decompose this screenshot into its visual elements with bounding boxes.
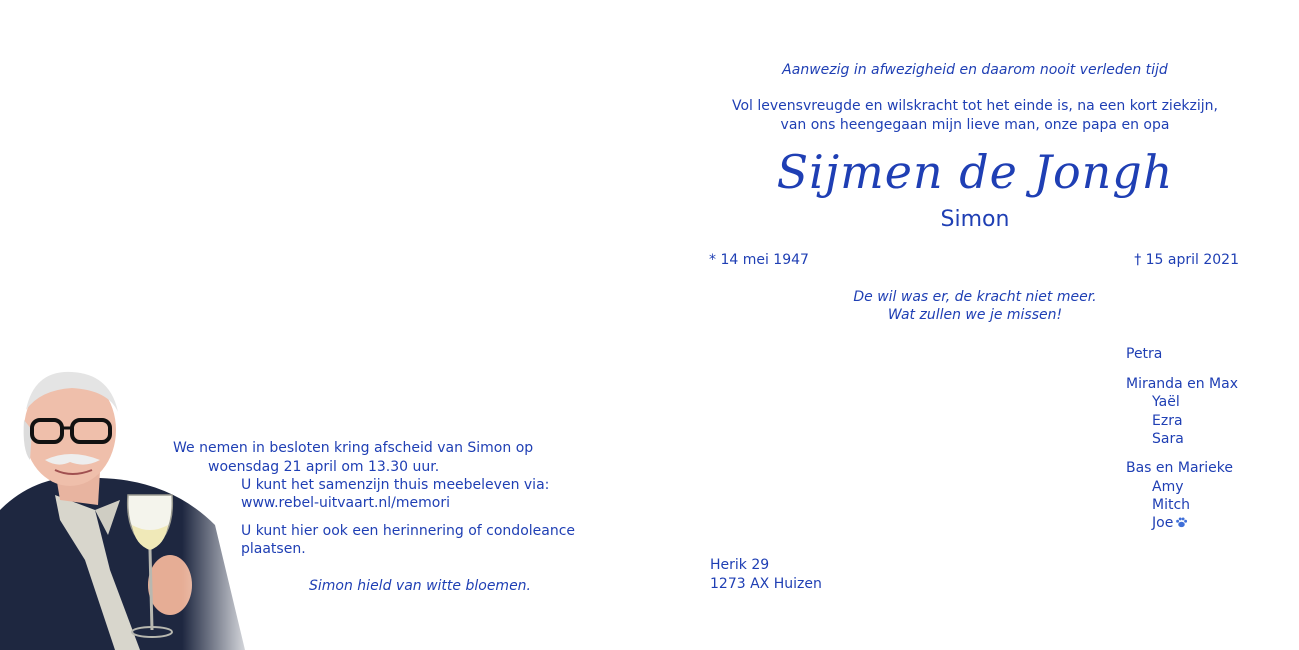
grandchild-with-pet [1152,514,1188,532]
deceased-nickname: Simon [940,207,1010,232]
intro-line-1: Vol levensvreugde en wilskracht tot het einde is, na een kort ziekzijn, [732,98,1218,114]
grandchild: Ezra [1152,413,1183,429]
birth-date: * 14 mei 1947 [709,252,809,268]
intro-line-2: van ons heengegaan mijn lieve man, onze papa en opa [780,117,1170,133]
address-street: Herik 29 [710,557,770,573]
family-spouse: Petra [1126,346,1163,362]
family-child-2: Bas en Marieke [1126,460,1234,476]
motto: Aanwezig in afwezigheid en daarom nooit verleden tijd [782,62,1168,78]
paw-icon [1175,516,1188,529]
quote-line-1: De wil was er, de kracht niet meer. [853,289,1097,305]
deceased-full-name: Sijmen de Jongh [776,145,1174,199]
death-date: † 15 april 2021 [1134,252,1239,268]
stream-line-1: U kunt het samenzijn thuis meebeleven via: [241,477,550,493]
portrait-photo [0,360,260,650]
grandchild: Joe [1152,515,1174,531]
ceremony-line-1: We nemen in besloten kring afscheid van Simon op [173,440,534,456]
ceremony-line-2: woensdag 21 april om 13.30 uur. [208,459,440,475]
family-child-1: Miranda en Max [1126,376,1238,392]
grandchild: Yaël [1152,394,1180,410]
grandchild: Sara [1152,431,1184,447]
address-city: 1273 AX Huizen [710,576,822,592]
quote-line-2: Wat zullen we je missen! [887,307,1063,323]
condolence-line-2: plaatsen. [241,541,306,557]
flowers-note: Simon hield van witte bloemen. [309,578,532,594]
condolence-line-1: U kunt hier ook een herinnering of condoleance [241,523,576,539]
grandchild: Mitch [1152,497,1191,513]
stream-url[interactable]: www.rebel-uitvaart.nl/memori [241,495,450,511]
grandchild: Amy [1152,479,1184,495]
